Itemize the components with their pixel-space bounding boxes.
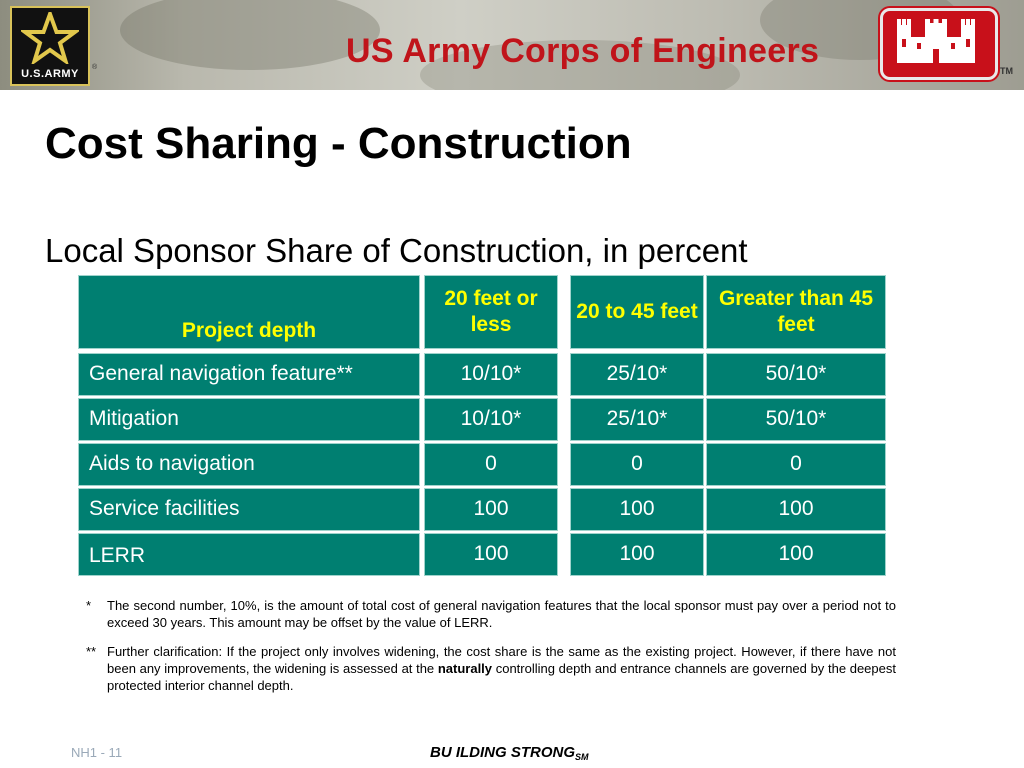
table-cell: 10/10* [424, 353, 558, 396]
footnote-emphasis: naturally [437, 661, 493, 676]
us-army-logo [10, 6, 90, 86]
table-cell: Service facilities [78, 488, 420, 531]
map-texture [120, 0, 380, 70]
footnote-text: The second number, 10%, is the amount of total cost of general navigation features that the local sponsor must pay over a period not to exceed 30 years. This amount may be offset by the value of LERR. [107, 598, 896, 630]
table-cell: 100 [706, 488, 886, 531]
table-cell: 25/10* [570, 353, 704, 396]
table-cell: Mitigation [78, 398, 420, 441]
army-logo-text: U.S.ARMY [21, 68, 79, 80]
table-cell: 50/10* [706, 398, 886, 441]
table-cell: 100 [424, 533, 558, 576]
table-header-cell: Project depth [78, 275, 420, 349]
footnote-marker: * [86, 598, 92, 613]
organization-title: US Army Corps of Engineers [346, 32, 820, 70]
table-cell: 0 [424, 443, 558, 486]
table-cell: 0 [570, 443, 704, 486]
table-cell: 10/10* [424, 398, 558, 441]
table-cell: LERR [78, 533, 420, 576]
table-cell: 0 [706, 443, 886, 486]
registered-mark: ® [92, 64, 98, 71]
table-cell: Aids to navigation [78, 443, 420, 486]
table-cell: 100 [424, 488, 558, 531]
table-cell: 100 [706, 533, 886, 576]
motto-text: BU ILDING STRONG [430, 744, 575, 761]
footer-motto [430, 744, 589, 762]
table-header-cell: Greater than 45 feet [706, 275, 886, 349]
cost-share-table [78, 275, 886, 577]
table-cell: 50/10* [706, 353, 886, 396]
trademark-label: TM [1000, 66, 1013, 76]
footnote-text-part: Further clarification: If the project only involves widening, the cost share is the same as the existing project. However, if there have not been any improvements, the widening is assessed at the [107, 644, 896, 676]
table-cell: 100 [570, 488, 704, 531]
table-header-cell: 20 to 45 feet [570, 275, 704, 349]
header-banner [0, 0, 1024, 90]
table-cell: General navigation feature** [78, 353, 420, 396]
slide-number: NH1 - 11 [71, 745, 123, 760]
slide-title: Cost Sharing - Construction [45, 119, 632, 168]
army-star-icon [21, 12, 79, 64]
footnote-text [107, 643, 896, 694]
slide-subtitle: Local Sponsor Share of Construction, in percent [45, 232, 748, 269]
table-cell: 25/10* [570, 398, 704, 441]
castle-icon [897, 19, 975, 63]
footnote-2 [86, 643, 896, 694]
castle-logo [880, 8, 998, 80]
table-header-cell: 20 feet or less [424, 275, 558, 349]
service-mark: SM [575, 752, 589, 762]
table-cell: 100 [570, 533, 704, 576]
footnote-text-part: controlling depth and entrance channels are governed by the deepest protected interior channel depth. [107, 661, 896, 693]
footnote-marker: ** [86, 644, 97, 659]
footnote-1 [86, 597, 896, 631]
